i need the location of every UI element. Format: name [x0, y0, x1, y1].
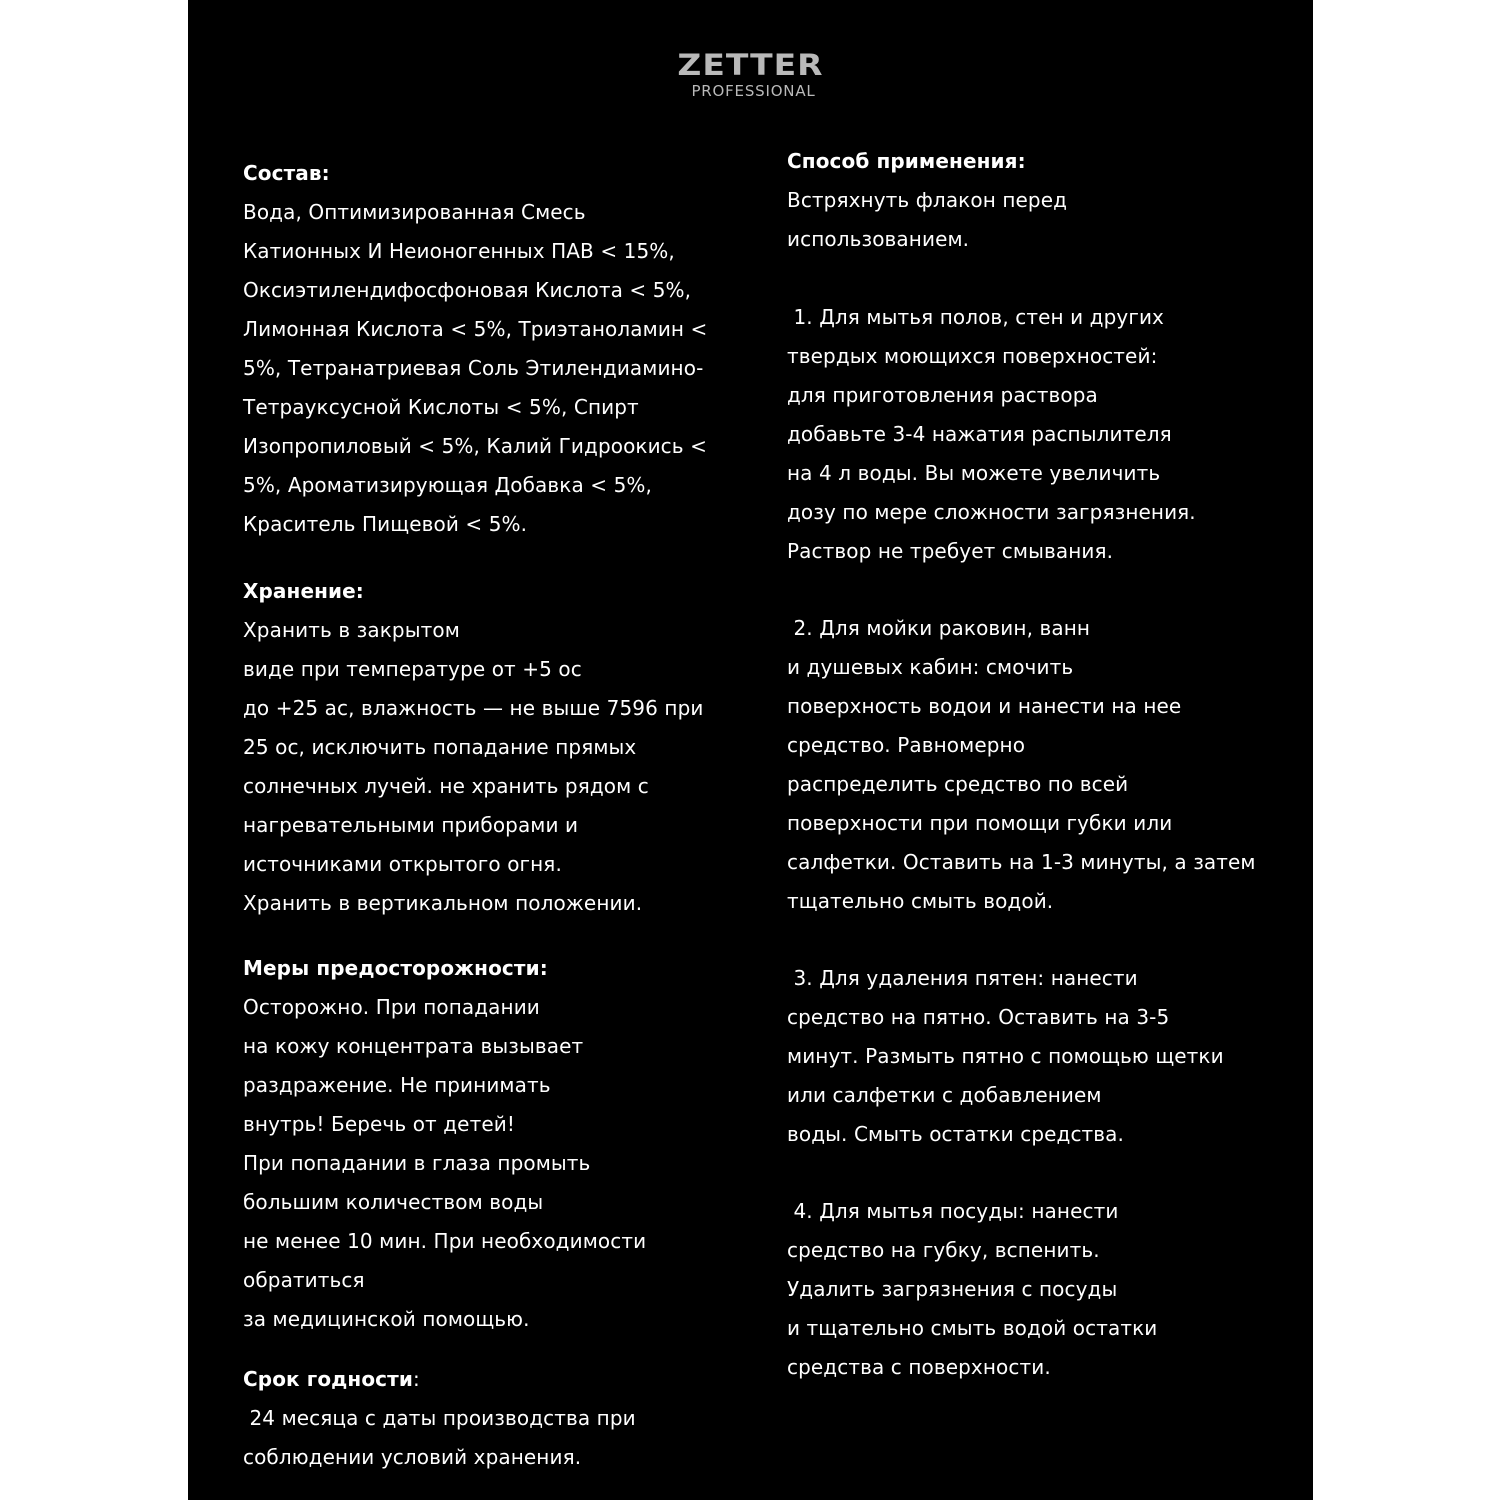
- shelf-life-line: соблюдении условий хранения.: [243, 1445, 582, 1469]
- composition-line: Оксиэтилендифосфоновая Кислота < 5%,: [243, 278, 692, 302]
- storage-line: нагревательными приборами и: [243, 813, 579, 837]
- composition-line: 5%, Ароматизирующая Добавка < 5%,: [243, 473, 652, 497]
- storage-heading: Хранение:: [243, 579, 364, 603]
- usage-step-line: тщательно смыть водой.: [787, 889, 1054, 913]
- usage-step-line: дозу по мере сложности загрязнения.: [787, 500, 1196, 524]
- precautions-line: внутрь! Беречь от детей!: [243, 1112, 515, 1136]
- storage-line: виде при температуре от +5 ос: [243, 657, 582, 681]
- composition-line: Изопропиловый < 5%, Калий Гидроокись <: [243, 434, 707, 458]
- usage-step-1: [787, 298, 1287, 571]
- shelf-life-heading: [243, 1360, 743, 1399]
- usage-section: [787, 142, 1287, 259]
- usage-step-2: [787, 609, 1287, 921]
- precautions-line: При попадании в глаза промыть: [243, 1151, 591, 1175]
- composition-line: 5%, Тетранатриевая Соль Этилендиамино-: [243, 356, 704, 380]
- usage-step-line: 2. Для мойки раковин, ванн: [787, 616, 1091, 640]
- composition-line: Вода, Оптимизированная Смесь: [243, 200, 586, 224]
- composition-line: Краситель Пищевой < 5%.: [243, 512, 528, 536]
- composition-line: Лимонная Кислота < 5%, Триэтаноламин <: [243, 317, 708, 341]
- storage-line: до +25 ас, влажность — не выше 7596 при: [243, 696, 704, 720]
- usage-step-line: поверхности при помощи губки или: [787, 811, 1173, 835]
- usage-step-3: [787, 959, 1287, 1154]
- precautions-section: [243, 949, 743, 1339]
- precautions-line: за медицинской помощью.: [243, 1307, 530, 1331]
- storage-line: 25 ос, исключить попадание прямых: [243, 735, 637, 759]
- precautions-line: Осторожно. При попадании: [243, 995, 540, 1019]
- shelf-life-line: 24 месяца с даты производства при: [243, 1406, 636, 1430]
- precautions-line: обратиться: [243, 1268, 365, 1292]
- storage-line: Хранить в вертикальном положении.: [243, 891, 643, 915]
- usage-step-line: для приготовления раствора: [787, 383, 1098, 407]
- storage-line: источниками открытого огня.: [243, 852, 562, 876]
- storage-line: солнечных лучей. не хранить рядом с: [243, 774, 649, 798]
- usage-step-line: воды. Смыть остатки средства.: [787, 1122, 1124, 1146]
- label-panel: [188, 0, 1313, 1500]
- usage-step-line: Раствор не требует смывания.: [787, 539, 1114, 563]
- precautions-heading: Меры предосторожности:: [243, 956, 548, 980]
- usage-step-4: [787, 1192, 1287, 1387]
- brand-name: ZETTER: [677, 47, 824, 83]
- composition-heading: Состав:: [243, 161, 330, 185]
- usage-step-line: 1. Для мытья полов, стен и других: [787, 305, 1164, 329]
- usage-step-line: средство. Равномерно: [787, 733, 1026, 757]
- usage-step-line: минут. Размыть пятно с помощью щетки: [787, 1044, 1224, 1068]
- usage-step-line: Удалить загрязнения с посуды: [787, 1277, 1118, 1301]
- usage-step-line: твердых моющихся поверхностей:: [787, 344, 1158, 368]
- usage-step-line: добавьте 3-4 нажатия распылителя: [787, 422, 1172, 446]
- shelf-life-heading-text: Срок годности: [243, 1367, 413, 1391]
- precautions-line: большим количеством воды: [243, 1190, 544, 1214]
- usage-intro-line: Встряхнуть флакон перед: [787, 188, 1068, 212]
- usage-step-line: и тщательно смыть водой остатки: [787, 1316, 1158, 1340]
- storage-section: [243, 572, 743, 923]
- precautions-line: раздражение. Не принимать: [243, 1073, 551, 1097]
- composition-line: Катионных И Неионогенных ПАВ < 15%,: [243, 239, 675, 263]
- precautions-line: не менее 10 мин. При необходимости: [243, 1229, 647, 1253]
- brand-logo: [188, 46, 1313, 100]
- usage-step-line: на 4 л воды. Вы можете увеличить: [787, 461, 1161, 485]
- usage-step-line: или салфетки с добавлением: [787, 1083, 1102, 1107]
- precautions-line: на кожу концентрата вызывает: [243, 1034, 584, 1058]
- shelf-life-colon: :: [412, 1367, 420, 1391]
- usage-heading: Способ применения:: [787, 149, 1026, 173]
- storage-line: Хранить в закрытом: [243, 618, 460, 642]
- usage-step-line: средства с поверхности.: [787, 1355, 1051, 1379]
- usage-step-line: и душевых кабин: смочить: [787, 655, 1074, 679]
- usage-step-line: поверхность водои и нанести на нее: [787, 694, 1182, 718]
- composition-line: Тетрауксусной Кислоты < 5%, Спирт: [243, 395, 639, 419]
- usage-step-line: 4. Для мытья посуды: нанести: [787, 1199, 1119, 1223]
- usage-step-line: 3. Для удаления пятен: нанести: [787, 966, 1138, 990]
- usage-step-line: средство на пятно. Оставить на 3-5: [787, 1005, 1170, 1029]
- brand-subtitle: PROFESSIONAL: [691, 82, 816, 100]
- usage-step-line: распределить средство по всей: [787, 772, 1129, 796]
- usage-step-line: средство на губку, вспенить.: [787, 1238, 1100, 1262]
- usage-intro-line: использованием.: [787, 227, 970, 251]
- composition-section: [243, 154, 743, 544]
- usage-step-line: салфетки. Оставить на 1-3 минуты, а затем: [787, 850, 1256, 874]
- shelf-life-section: [243, 1360, 743, 1477]
